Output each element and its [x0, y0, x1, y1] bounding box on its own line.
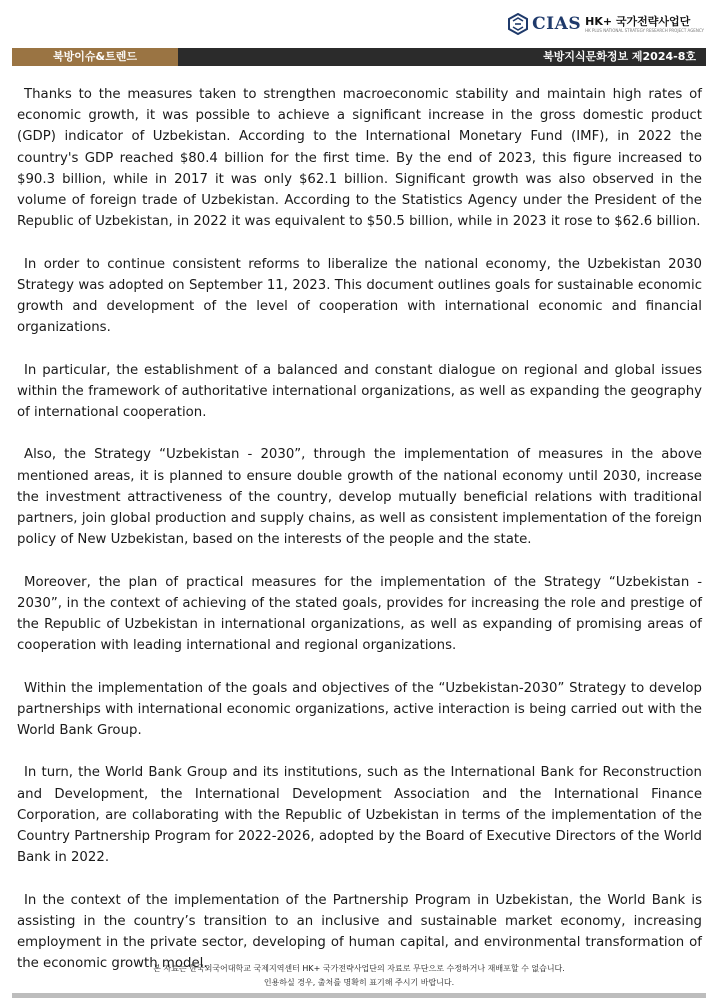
footer-line-1: 본 자료는 한국외국어대학교 국제지역센터 HK+ 국가전략사업단의 자료로 무단으로 수정하거나 재배포할 수 없습니다.: [153, 964, 565, 973]
paragraph: Moreover, the plan of practical measures for the implementation of the Strategy “Uzbekistan - 2030”, in the context of achieving of the stated goals, provides for increasing the role and prestige of the Republic of Uzbekistan in international organizations, as well as expanding of promising areas of cooperation with leading international and regional organizations.: [17, 574, 702, 654]
section-label: 북방이슈&트렌드: [12, 48, 178, 66]
logo-subtitle: HK PLUS NATIONAL STRATEGY RESEARCH PROJECT AGENCY: [585, 27, 704, 33]
footer-line-2: 인용하실 경우, 출처를 명확히 표기해 주시기 바랍니다.: [263, 977, 455, 987]
footer-notice: [0, 962, 718, 989]
cias-emblem-icon: [508, 13, 528, 35]
paragraph: Within the implementation of the goals and objectives of the “Uzbekistan-2030” Strategy to develop partnerships with international economic organizations, active interaction is being carried out with the World Bank Group.: [17, 680, 702, 739]
logo-cias-text: CIAS: [532, 14, 582, 34]
article-body: [17, 84, 702, 996]
paragraph: Thanks to the measures taken to strengthen macroeconomic stability and maintain high rates of economic growth, it was possible to achieve a significant increase in the gross domestic product (GDP) indicator of Uzbekistan. According to the International Monetary Fund (IMF), in 2022 the country's GDP reached $80.4 billion for the first time. By the end of 2023, this figure increased to $90.3 billion, while in 2017 it was only $62.1 billion. Significant growth was also observed in the volume of foreign trade of Uzbekistan. According to the Statistics Agency under the President of the Republic of Uzbekistan, in 2022 it was equivalent to $50.5 billion, while in 2023 it rose to $62.6 billion.: [17, 87, 702, 230]
paragraph: In turn, the World Bank Group and its institutions, such as the International Bank for Reconstruction and Development, the International Development Association and the International Finance Corporation, are collaborating with the Republic of Uzbekistan in terms of the implementation of the Country Partnership Program for 2022-2026, adopted by the Board of Executive Directors of the World Bank in 2022.: [17, 765, 702, 866]
paragraph: In the context of the implementation of the Partnership Program in Uzbekistan, the World Bank is assisting in the country’s transition to an inclusive and sustainable market economy, increasing employment in the private sector, developing of human capital, and environmental transformation of the economic growth model.: [17, 892, 702, 972]
logo-title: HK+ 국가전략사업단: [585, 14, 691, 28]
bottom-divider: [12, 993, 706, 998]
paragraph: In particular, the establishment of a balanced and constant dialogue on regional and global issues within the framework of authoritative international organizations, as well as expanding the geography of international cooperation.: [17, 362, 702, 421]
header-band: [12, 48, 706, 66]
paragraph: Also, the Strategy “Uzbekistan - 2030”, through the implementation of measures in the above mentioned areas, it is planned to ensure double growth of the national economy until 2030, increase the investment attractiveness of the country, develop mutually beneficial relations with traditional partners, join global production and supply chains, as well as consistent implementation of the foreign policy of New Uzbekistan, based on the interests of the people and the state.: [17, 447, 702, 548]
issue-label: 북방지식문화정보 제2024-8호: [543, 50, 696, 63]
paragraph: In order to continue consistent reforms to liberalize the national economy, the Uzbekistan 2030 Strategy was adopted on September 11, 2023. This document outlines goals for sustainable economic growth and development of the level of cooperation with international economic and financial organizations.: [17, 256, 702, 336]
cias-logo: [508, 10, 704, 38]
